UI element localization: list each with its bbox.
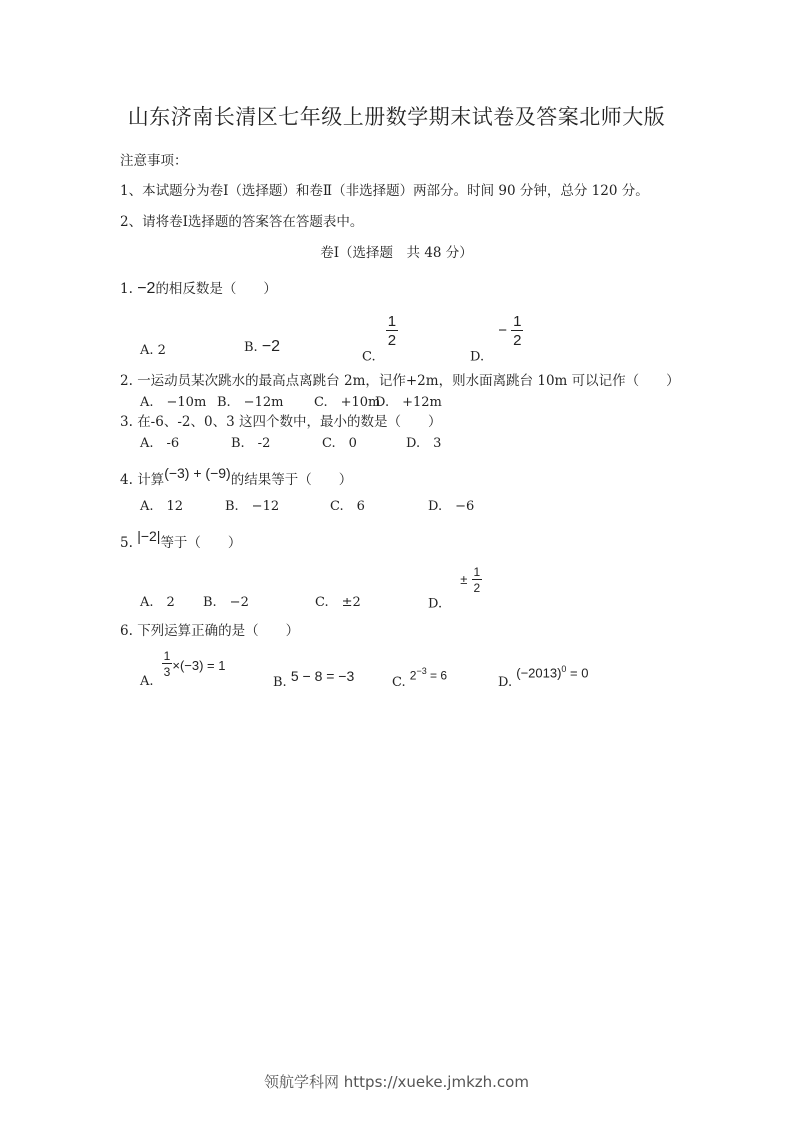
question-text: 一运动员某次跳水的最高点离跳台 2m，记作+2m，则水面离跳台 10m 可以记作（ ） — [137, 373, 680, 389]
q1-option-d[interactable] — [470, 314, 523, 365]
q4-option-a[interactable]: A. 12 — [140, 499, 184, 514]
option-label: C. — [362, 349, 376, 365]
section-heading: 卷Ⅰ（选择题 共 48 分） — [320, 245, 473, 261]
q5-option-d[interactable] — [428, 566, 482, 612]
question-2 — [120, 369, 680, 389]
notice-heading: 注意事项： — [120, 153, 188, 169]
exponent: −3 — [416, 666, 427, 676]
question-number: 5. — [120, 535, 133, 551]
option-value: 2 — [157, 343, 166, 358]
q3-option-d[interactable]: D. 3 — [406, 436, 442, 451]
question-number: 4. — [120, 472, 133, 488]
question-number: 1. — [120, 281, 133, 297]
math-expression: 5 − 8 = −3 — [290, 668, 355, 684]
question-3 — [120, 410, 441, 430]
q3-option-a[interactable]: A. -6 — [140, 436, 180, 451]
question-text: 等于（ ） — [160, 535, 242, 551]
q1-option-b[interactable] — [244, 338, 280, 356]
question-1 — [120, 277, 277, 298]
question-text: 的相反数是（ ） — [155, 281, 277, 297]
question-4 — [120, 465, 353, 488]
option-value: −2 — [261, 338, 281, 355]
math-expression: (−3) + (−9) — [164, 465, 231, 481]
question-number: 2. — [120, 373, 133, 389]
option-label: D. — [470, 349, 485, 365]
q6-option-d[interactable] — [498, 664, 589, 691]
option-label: B. — [273, 675, 287, 690]
q3-option-b[interactable]: B. -2 — [231, 436, 271, 451]
question-text: 的结果等于（ ） — [230, 472, 353, 488]
math-expression: = 6 — [426, 668, 448, 683]
math-expression: −2 — [137, 280, 156, 297]
option-label: B. — [244, 340, 258, 355]
question-5 — [120, 528, 242, 551]
math-base: 2 — [409, 668, 417, 683]
q6-option-c[interactable] — [392, 666, 448, 691]
option-label: D. — [498, 675, 513, 691]
sign: − — [498, 321, 507, 339]
math-expression: ×(−3) = 1 — [172, 658, 226, 673]
math-expression: = 0 — [566, 665, 589, 681]
option-label: A. — [140, 343, 154, 358]
q1-option-a[interactable] — [140, 343, 166, 358]
q1-option-c[interactable] — [362, 314, 398, 365]
option-label: D. — [428, 596, 443, 612]
question-text: 在-6、-2、0、3 这四个数中，最小的数是（ ） — [137, 414, 442, 430]
q4-option-c[interactable]: C. 6 — [330, 499, 365, 514]
page-title: 山东济南长清区七年级上册数学期末试卷及答案北师大版 — [127, 105, 666, 129]
fraction: $\frac{1}{2}$ — [387, 313, 397, 349]
notice-item-2: 2、请将卷Ⅰ选择题的答案答在答题表中。 — [120, 214, 364, 230]
sign: ± — [460, 571, 468, 587]
math-base: (−2013) — [516, 665, 562, 681]
option-label: A. — [140, 674, 154, 689]
fraction: $\frac{1}{2}$ — [473, 565, 481, 595]
q2-option-c[interactable]: C. +10m — [314, 395, 381, 410]
option-label: C. — [392, 675, 406, 691]
q5-option-a[interactable]: A. 2 — [140, 595, 175, 610]
q4-option-b[interactable]: B. −12 — [225, 499, 280, 514]
q3-option-c[interactable]: C. 0 — [322, 436, 357, 451]
question-number: 3. — [120, 414, 133, 430]
question-prefix: 计算 — [137, 472, 165, 488]
question-text: 下列运算正确的是（ ） — [137, 623, 300, 639]
q2-option-d[interactable]: D. +12m — [375, 395, 442, 410]
footer-watermark: 领航学科网 https://xueke.jmkzh.com — [264, 1073, 529, 1091]
fraction: $\frac{1}{3}$ — [163, 649, 171, 679]
q5-option-c[interactable]: C. ±2 — [315, 595, 361, 610]
q4-option-d[interactable]: D. −6 — [428, 499, 475, 514]
q5-option-b[interactable]: B. −2 — [203, 595, 249, 610]
exponent: 0 — [561, 664, 567, 674]
q2-option-b[interactable]: B. −12m — [217, 395, 284, 410]
question-6 — [120, 619, 299, 639]
q6-option-a[interactable] — [140, 650, 225, 689]
notice-item-1: 1、本试题分为卷Ⅰ（选择题）和卷Ⅱ（非选择题）两部分。时间 90 分钟，总分 120 分。 — [120, 183, 649, 199]
fraction: $\frac{1}{2}$ — [513, 313, 522, 349]
question-number: 6. — [120, 623, 133, 639]
math-expression: |−2| — [137, 528, 161, 544]
q6-option-b[interactable] — [273, 668, 355, 690]
q2-option-a[interactable]: A. −10m — [140, 395, 207, 410]
